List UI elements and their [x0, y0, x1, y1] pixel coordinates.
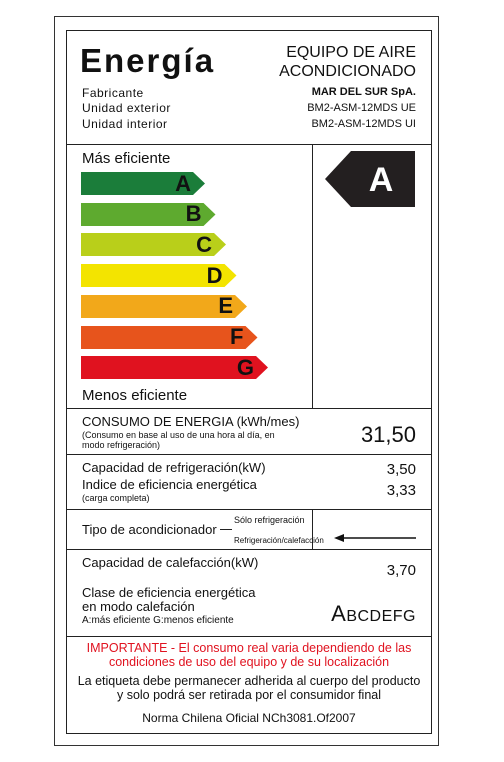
product-type-line1: EQUIPO DE AIRE	[286, 44, 416, 61]
outdoor-unit-label: Unidad exterior	[82, 101, 171, 115]
efficiency-bar-letter: E	[218, 293, 233, 319]
efficiency-bar-e	[81, 295, 247, 318]
consumption-note-line1: (Consumo en base al uso de una hora al día, en	[82, 430, 275, 440]
label-inner-frame	[66, 30, 432, 734]
efficiency-bar-letter: G	[236, 354, 254, 380]
heating-class-label-line1: Clase de eficiencia energética	[82, 585, 256, 600]
outdoor-unit-value: BM2-ASM-12MDS UE	[307, 102, 416, 114]
conditioner-type-label: Tipo de acondicionador	[82, 522, 217, 537]
manufacturer-value: MAR DEL SUR SpA.	[311, 86, 416, 98]
efficiency-bar-b	[81, 203, 216, 226]
efficiency-bar-d	[81, 264, 237, 287]
indoor-unit-value: BM2-ASM-12MDS UI	[311, 118, 416, 130]
efficiency-bar-c	[81, 233, 226, 256]
cooling-capacity-label: Capacidad de refrigeración(kW)	[82, 460, 266, 475]
cooling-capacity-value: 3,50	[386, 461, 416, 478]
consumption-value: 31,50	[360, 422, 416, 447]
type-indicator-arrow-icon	[334, 533, 418, 543]
heating-class-label-line2: en modo calefación	[82, 599, 195, 614]
efficiency-index-label: Indice de eficiencia energética	[82, 477, 257, 492]
efficiency-bar-a	[81, 172, 205, 195]
efficiency-bar-letter: B	[185, 201, 202, 227]
notice-line1: La etiqueta debe permanecer adherida al cuerpo del producto	[77, 674, 421, 688]
product-type-line2: ACONDICIONADO	[279, 63, 416, 80]
type-option-cooling-heating: Refrigeración/calefacción	[234, 536, 324, 545]
important-line1: IMPORTANTE - El consumo real varia dependiendo de las	[86, 641, 412, 655]
divider	[66, 454, 432, 455]
type-option-cooling-only: Sólo refrigeración	[234, 515, 305, 525]
divider	[66, 509, 432, 510]
consumption-note-line2: modo refrigeración)	[82, 440, 161, 450]
most-efficient-label: Más eficiente	[82, 150, 171, 167]
heating-capacity-label: Capacidad de calefacción(kW)	[82, 555, 259, 570]
efficiency-bar-letter: A	[175, 170, 191, 196]
efficiency-bar-f	[81, 326, 258, 349]
efficiency-bar-letter: F	[230, 324, 244, 349]
important-line2: condiciones de uso del equipo y de su localización	[108, 655, 390, 669]
manufacturer-label: Fabricante	[82, 86, 144, 100]
efficiency-bar-letter: C	[196, 231, 212, 257]
rating-letter: A	[368, 161, 394, 199]
efficiency-bar-letter: D	[206, 262, 223, 288]
notice-line2: y solo podrá ser retirada por el consumidor final	[116, 688, 382, 702]
consumption-label: CONSUMO DE ENERGIA (kWh/mes)	[82, 414, 300, 429]
divider	[66, 408, 432, 409]
divider	[66, 636, 432, 637]
efficiency-index-note: (carga completa)	[82, 493, 150, 503]
efficiency-bar-g	[81, 356, 268, 379]
type-bracket	[220, 529, 232, 530]
norm-reference: Norma Chilena Oficial NCh3081.Of2007	[142, 711, 356, 725]
divider	[66, 549, 432, 550]
least-efficient-label: Menos eficiente	[82, 387, 188, 404]
heating-class-value	[331, 601, 416, 627]
heating-capacity-value: 3,70	[386, 562, 416, 579]
divider	[312, 144, 313, 408]
indoor-unit-label: Unidad interior	[82, 117, 168, 131]
heating-class-selected: A	[331, 601, 347, 626]
heating-class-note: A:más eficiente G:menos eficiente	[82, 615, 234, 626]
divider	[66, 144, 432, 145]
heating-class-rest: BCDEFG	[346, 608, 416, 625]
label-title: Energía	[80, 42, 216, 79]
rating-arrow	[325, 151, 415, 207]
efficiency-index-value: 3,33	[386, 482, 416, 499]
